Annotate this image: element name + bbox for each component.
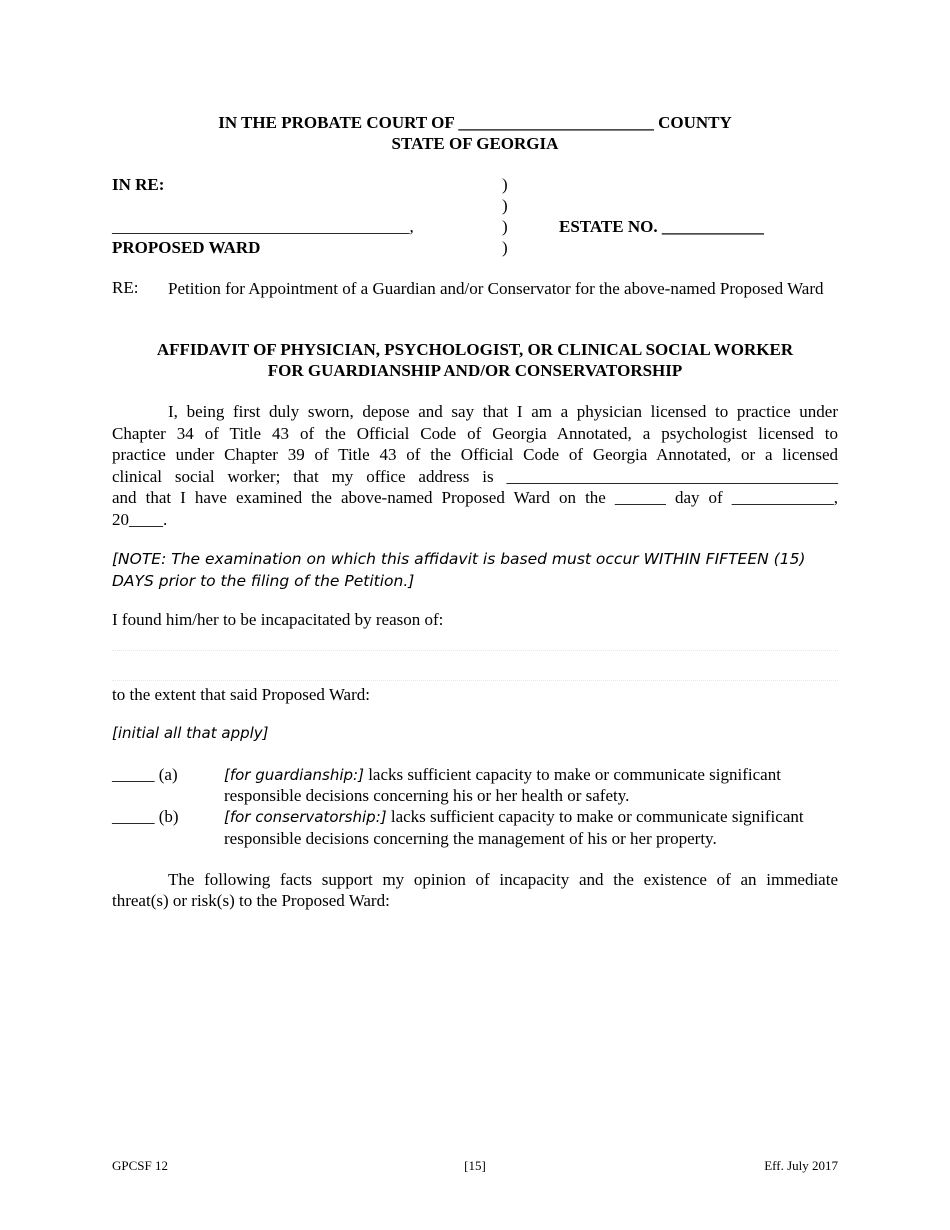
form-id: GPCSF 12	[112, 1158, 168, 1173]
extent-statement: to the extent that said Proposed Ward:	[112, 685, 370, 704]
caption-paren: )	[502, 238, 508, 257]
initial-instruction: [initial all that apply]	[112, 724, 269, 742]
court-header: IN THE PROBATE COURT OF _______________________ COUNTY	[218, 113, 732, 132]
option-b-line1: lacks sufficient capacity to make or communicate significant	[386, 807, 804, 826]
office-address-line[interactable]: clinical social worker; that my office address is _______________________________________	[112, 467, 838, 486]
paragraph-line: I, being first duly sworn, depose and say that I am a physician licensed to practice under	[168, 402, 838, 421]
estate-number-field[interactable]: ESTATE NO. ____________	[559, 217, 764, 236]
facts-line: The following facts support my opinion of incapacity and the existence of an immediate	[168, 870, 838, 889]
note-line: [NOTE: The examination on which this affidavit is based must occur WITHIN FIFTEEN (15)	[112, 550, 806, 568]
re-label: RE:	[112, 278, 139, 297]
option-a-initial-blank[interactable]: _____ (a)	[112, 765, 178, 784]
in-re-label: IN RE:	[112, 175, 165, 194]
facts-line: threat(s) or risk(s) to the Proposed Ward:	[112, 891, 390, 910]
option-a-text	[224, 765, 781, 785]
option-a-label: [for guardianship:]	[224, 766, 364, 784]
option-b-label: [for conservatorship:]	[224, 808, 387, 826]
option-a-line1: lacks sufficient capacity to make or communicate significant	[363, 765, 781, 784]
ward-name-blank[interactable]: ___________________________________,	[112, 217, 414, 236]
effective-date: Eff. July 2017	[764, 1158, 838, 1173]
re-text: Petition for Appointment of a Guardian and/or Conservator for the above-named Proposed Ward	[168, 279, 824, 298]
paragraph-line: practice under Chapter 39 of Title 43 of the Official Code of Georgia Annotated, or a licensed	[112, 445, 838, 464]
reason-entry-divider	[112, 680, 838, 681]
incapacity-statement: I found him/her to be incapacitated by reason of:	[112, 610, 444, 629]
exam-date-line[interactable]: and that I have examined the above-named Proposed Ward on the ______ day of ____________,	[112, 488, 838, 507]
exam-year-line[interactable]: 20____.	[112, 510, 168, 529]
page-number: [15]	[464, 1158, 486, 1173]
caption-paren: )	[502, 217, 508, 236]
option-b-text	[224, 807, 804, 827]
paragraph-line: Chapter 34 of Title 43 of the Official Code of Georgia Annotated, a psychologist licensed to	[112, 424, 838, 443]
note-line: DAYS prior to the filing of the Petition.]	[112, 572, 415, 590]
affidavit-title: AFFIDAVIT OF PHYSICIAN, PSYCHOLOGIST, OR CLINICAL SOCIAL WORKER	[156, 340, 794, 359]
option-b-line2: responsible decisions concerning the management of his or her property.	[224, 829, 717, 848]
reason-entry-divider	[112, 650, 838, 651]
option-b-initial-blank[interactable]: _____ (b)	[112, 807, 179, 826]
caption-paren: )	[502, 196, 508, 215]
option-a-line2: responsible decisions concerning his or her health or safety.	[224, 786, 630, 805]
proposed-ward-label: PROPOSED WARD	[112, 238, 261, 257]
affidavit-subtitle: FOR GUARDIANSHIP AND/OR CONSERVATORSHIP	[267, 361, 683, 380]
state-header: STATE OF GEORGIA	[391, 134, 559, 153]
caption-paren: )	[502, 175, 508, 194]
